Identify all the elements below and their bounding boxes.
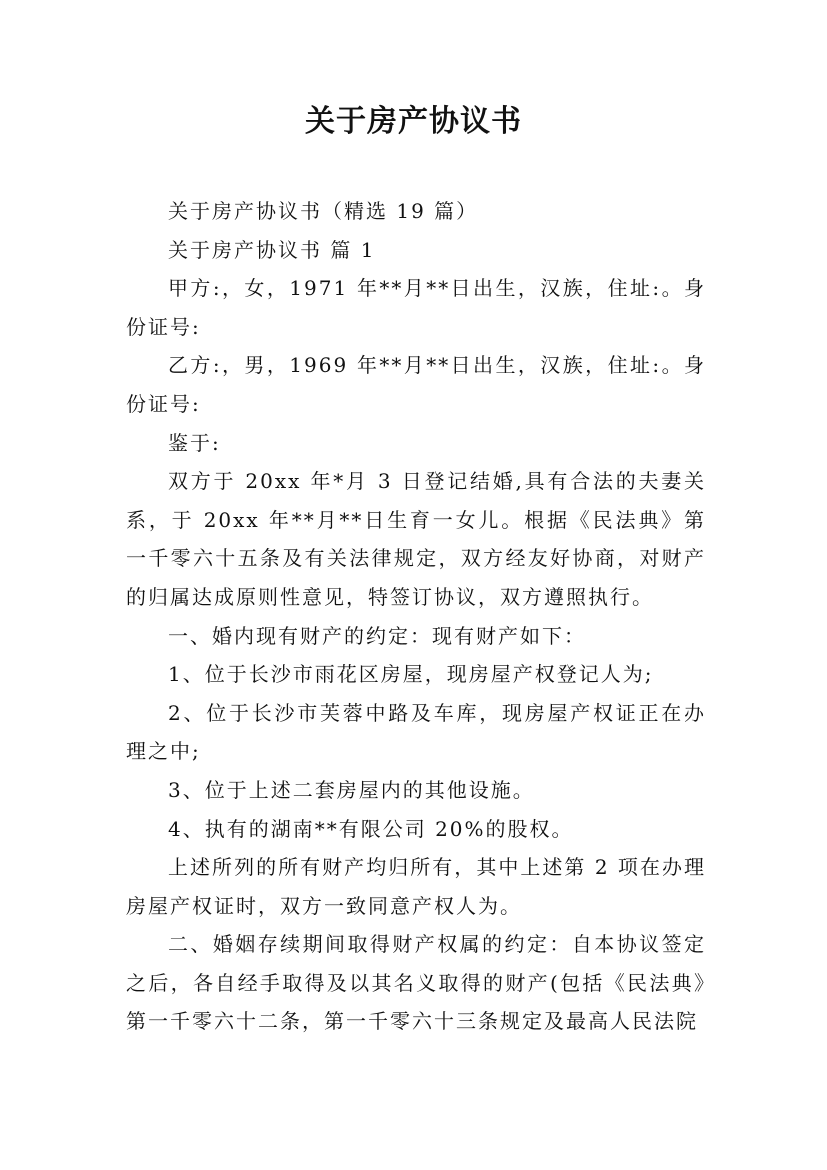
paragraph-section-1-heading: 一、婚内现有财产的约定：现有财产如下：	[168, 623, 586, 648]
paragraph-ownership-summary: 上述所列的所有财产均归所有，其中上述第 2 项在办理房屋产权证时，双方一致同意产权人为。	[126, 855, 706, 918]
document-title: 关于房产协议书	[305, 104, 522, 139]
paragraph-part-heading: 关于房产协议书 篇 1	[168, 237, 376, 262]
paragraph-party-b: 乙方:，男，1969 年**月**日出生，汉族，住址:。身份证号:	[126, 353, 706, 416]
paragraph-whereas: 鉴于:	[168, 430, 221, 455]
paragraph-collection-heading: 关于房产协议书（精选 19 篇）	[168, 199, 479, 223]
paragraph-item-3: 3、位于上述二套房屋内的其他设施。	[168, 777, 535, 802]
document-body	[126, 192, 706, 1041]
paragraph-background: 双方于 20xx 年*月 3 日登记结婚,具有合法的夫妻关系，于 20xx 年**月**日生育一女儿。根据《民法典》第一千零六十五条及有关法律规定，双方经友好协商，对财产的归属达成原则性意见，特签订协议，双方遵照执行。	[126, 469, 706, 609]
paragraph-item-4: 4、执有的湖南**有限公司 20%的股权。	[168, 816, 574, 841]
paragraph-item-2: 2、位于长沙市芙蓉中路及车库，现房屋产权证正在办理之中;	[126, 700, 706, 764]
paragraph-item-1: 1、位于长沙市雨花区房屋，现房屋产权登记人为;	[168, 662, 654, 687]
paragraph-section-2: 二、婚姻存续期间取得财产权属的约定：自本协议签定之后，各自经手取得及以其名义取得的财产(包括《民法典》第一千零六十二条，第一千零六十三条规定及最高人民法院	[126, 932, 706, 1034]
paragraph-party-a: 甲方:，女，1971 年**月**日出生，汉族，住址:。身份证号:	[126, 276, 706, 339]
